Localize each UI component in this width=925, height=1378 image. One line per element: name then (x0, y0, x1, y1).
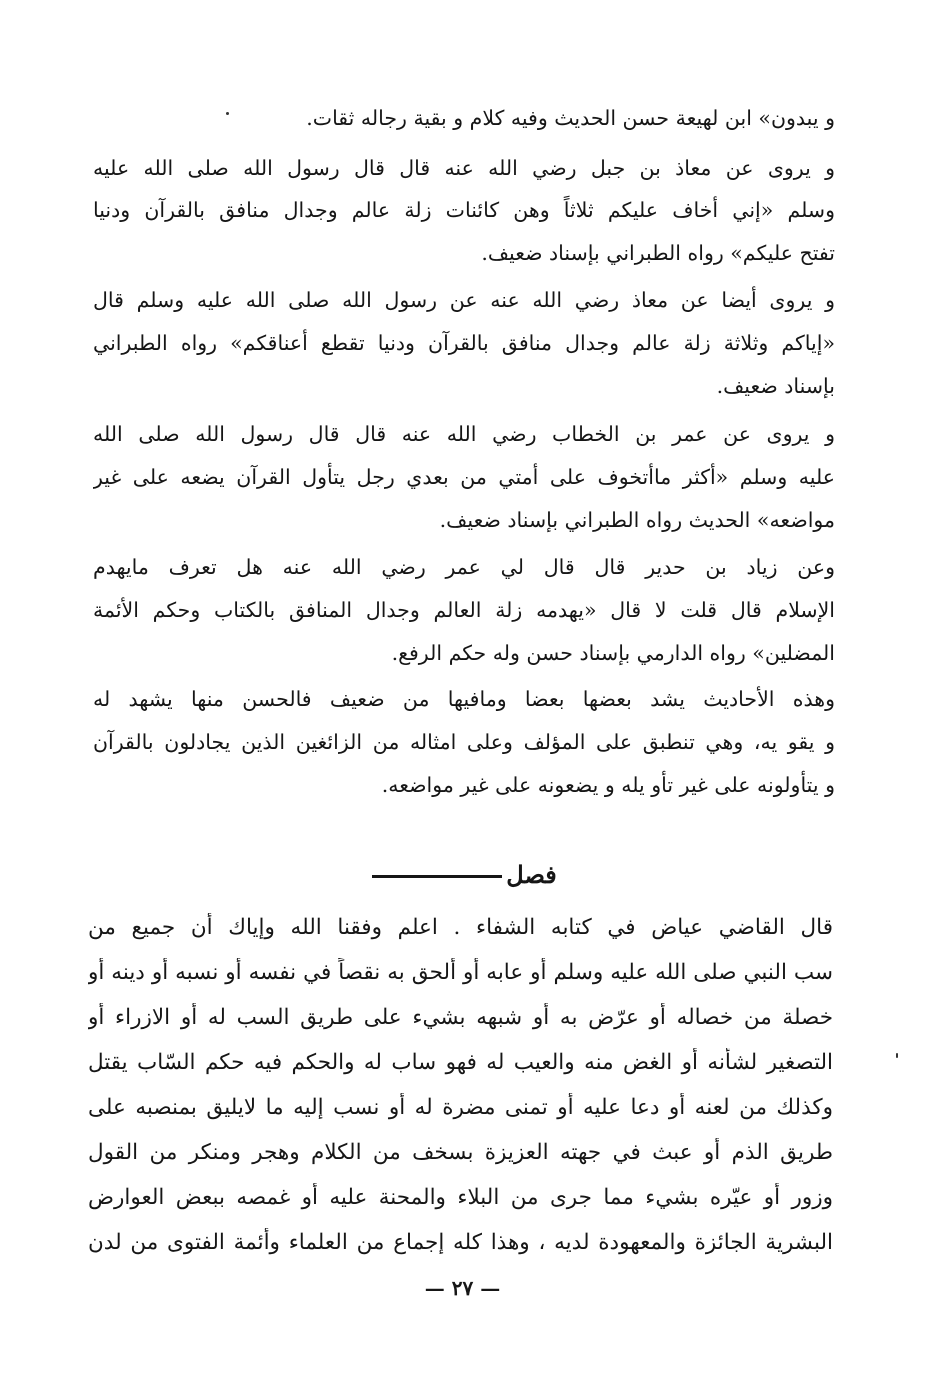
text-line: وهذه الأحاديث يشد بعضها بعضا ومافيها من ضعيف فالحسن منها يشهد له (93, 687, 835, 711)
text-line: وزور أو عيّره بشيء مما جرى من البلاء والمحنة عليه أو غمصه ببعض العوارض (88, 1185, 833, 1210)
text-line: الإسلام قال قلت لا قال «يهدمه زلة العالم وجدال المنافق بالكتاب وحكم الأئمة (93, 598, 835, 622)
text-line: المضلين» رواه الدارمي بإسناد حسن وله حكم الرفع. (391, 641, 835, 665)
text-line: و يبدون» ابن لهيعة حسن الحديث وفيه كلام و بقية رجاله ثقات. (306, 106, 835, 130)
text-line: وكذلك من لعنه أو دعا عليه أو تمنى مضرة له أو نسب إليه ما لايليق بمنصبه على (88, 1095, 833, 1120)
scan-speck (226, 112, 229, 115)
text-line: وسلم «إني أخاف عليكم ثلاثاً وهن كائنات زلة عالم وجدال منافق بالقرآن ودنيا (93, 198, 835, 222)
text-line: «إياكم وثلاثة زلة عالم وجدال منافق بالقرآن ودنيا تقطع أعناقكم» رواه الطبراني (93, 331, 835, 355)
text-line: و يروى عن عمر بن الخطاب رضي الله عنه قال قال رسول الله صلى الله (93, 422, 835, 446)
text-line: و يتأولونه على غير تأو يله و يضعونه على غير مواضعه. (381, 773, 835, 797)
text-line: طريق الذم أو عبث في جهته العزيزة بسخف من الكلام وهجر ومنكر من القول (88, 1140, 833, 1165)
text-line: و يقو يه، وهي تنطبق على المؤلف وعلى امثاله من الزائغين الذين يجادلون بالقرآن (93, 730, 835, 754)
text-line: بإسناد ضعيف. (716, 374, 835, 398)
section-heading (0, 858, 925, 892)
text-line: تفتح عليكم» رواه الطبراني بإسناد ضعيف. (481, 241, 835, 265)
text-line: وعن زياد بن حدير قال قال لي عمر رضي الله عنه هل تعرف مايهدم (93, 555, 835, 579)
text-line: قال القاضي عياض في كتابه الشفاء . اعلم وفقنا الله وإياك أن جميع من (88, 915, 833, 940)
text-line: عليه وسلم «أكثر ماأتخوف على أمتي من بعدي رجل يتأول القرآن يضعه على غير (93, 465, 835, 489)
text-line: خصلة من خصاله أو عرّض به أو شبهه بشيء على طريق السب له أو الازراء أو (88, 1005, 833, 1030)
page-number: — ٢٧ — (424, 1276, 501, 1300)
text-line: التصغير لشأنه أو الغض منه والعيب له فهو ساب له والحكم فيه حكم السّاب يقتل (88, 1050, 833, 1075)
text-line: و يروى أيضا عن معاذ رضي الله عنه عن رسول الله صلى الله عليه وسلم قال (93, 288, 835, 312)
text-line: البشرية الجائزة والمعهودة لديه ، وهذا كله إجماع من العلماء وأئمة الفتوى من لدن (88, 1230, 833, 1255)
text-line: و يروى عن معاذ بن جبل رضي الله عنه قال قال رسول الله صلى الله عليه (93, 156, 835, 180)
scan-speck (896, 1053, 898, 1058)
section-title: فصل (506, 860, 557, 889)
text-line: سب النبي صلى الله عليه وسلم أو عابه أو ألحق به نقصاً في نفسه أو نسبه أو دينه أو (88, 960, 833, 985)
heading-rule (372, 875, 502, 878)
text-line: مواضعه» الحديث رواه الطبراني بإسناد ضعيف. (439, 508, 835, 532)
